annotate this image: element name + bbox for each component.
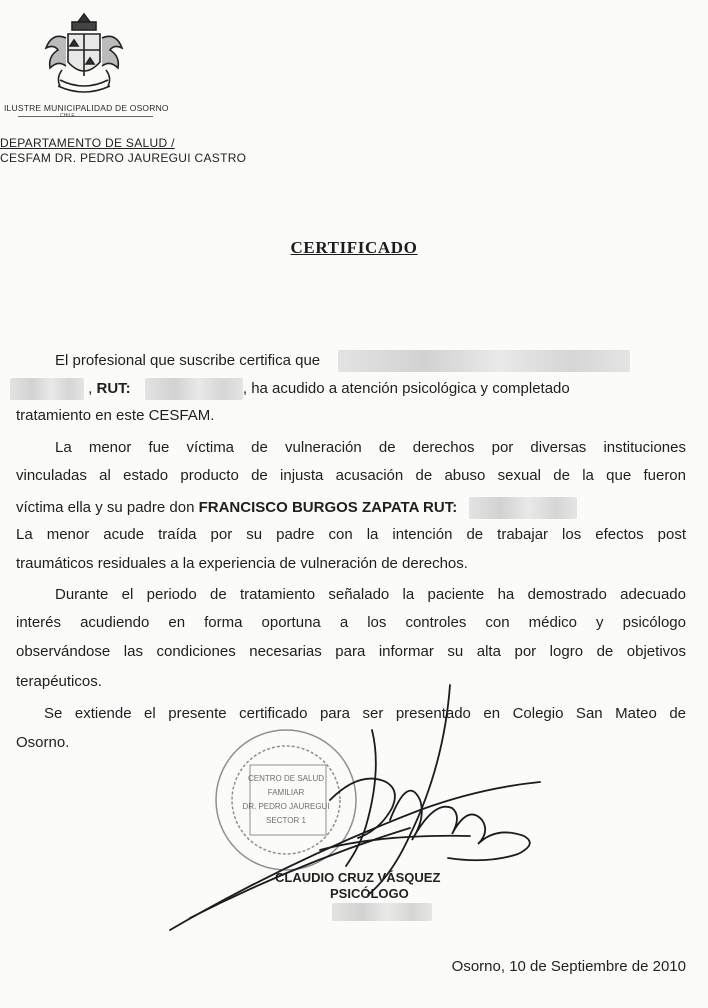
- body-line: Se extiende el presente certificado para ser presentado en Colegio San Mateo de: [44, 705, 686, 722]
- municipality-name: ILUSTRE MUNICIPALIDAD DE OSORNO: [4, 103, 169, 113]
- redacted-rut: [469, 497, 577, 519]
- body-line: La menor fue víctima de vulneración de derechos por diversas instituciones: [55, 439, 686, 456]
- body-line: traumáticos residuales a la experiencia de vulneración de derechos.: [16, 555, 468, 572]
- redacted-name: [338, 350, 630, 372]
- body-line: tratamiento en este CESFAM.: [16, 407, 215, 424]
- signer-role: PSICÓLOGO: [330, 886, 409, 901]
- redacted-signer-id: [332, 903, 432, 921]
- signer-name: CLAUDIO CRUZ VÁSQUEZ: [275, 870, 441, 885]
- body-line: Durante el periodo de tratamiento señalado la paciente ha demostrado adecuado: [55, 586, 686, 603]
- rut-label: RUT:: [96, 379, 131, 397]
- stamp-text: DR. PEDRO JAUREGUI: [242, 802, 330, 811]
- handwritten-signature: [150, 680, 550, 940]
- municipal-crest-icon: [38, 10, 130, 98]
- stamp-text: SECTOR 1: [266, 816, 306, 825]
- redacted-rut: [145, 378, 243, 400]
- body-line: La menor acude traída por su padre con la intención de trabajar los efectos post: [16, 526, 686, 543]
- body-text: El profesional que suscribe certifica que: [55, 351, 321, 369]
- body-text: , ha acudido a atención psicológica y completado: [242, 379, 570, 397]
- body-line: vinculadas al estado producto de injusta acusación de abuso sexual de la que fueron: [16, 467, 686, 484]
- stamp-text: FAMILIAR: [267, 788, 305, 797]
- body-line: interés acudiendo en forma oportuna a los controles con médico y psicólogo: [16, 614, 686, 631]
- country-label: CHILE: [60, 113, 75, 119]
- father-name: FRANCISCO BURGOS ZAPATA RUT:: [198, 498, 458, 516]
- body-line: , RUT: , ha acudido a atención psicológica y completado: [10, 378, 686, 400]
- body-line: observándose las condiciones necesarias para informar su alta por logro de objetivos: [16, 643, 686, 660]
- body-text: víctima ella y su padre don: [16, 498, 195, 516]
- document-title: CERTIFICADO: [290, 238, 418, 257]
- document-date: Osorno, 10 de Septiembre de 2010: [451, 958, 686, 975]
- divider: [18, 116, 153, 117]
- health-center-name: CESFAM DR. PEDRO JAUREGUI CASTRO: [0, 151, 247, 165]
- body-line: terapéuticos.: [16, 673, 102, 690]
- redacted-name: [10, 378, 84, 400]
- stamp-text: CENTRO DE SALUD: [247, 774, 325, 783]
- body-line: Osorno.: [16, 734, 70, 751]
- department-name: DEPARTAMENTO DE SALUD /: [0, 136, 175, 150]
- body-line: [55, 350, 630, 372]
- body-line: [16, 497, 577, 519]
